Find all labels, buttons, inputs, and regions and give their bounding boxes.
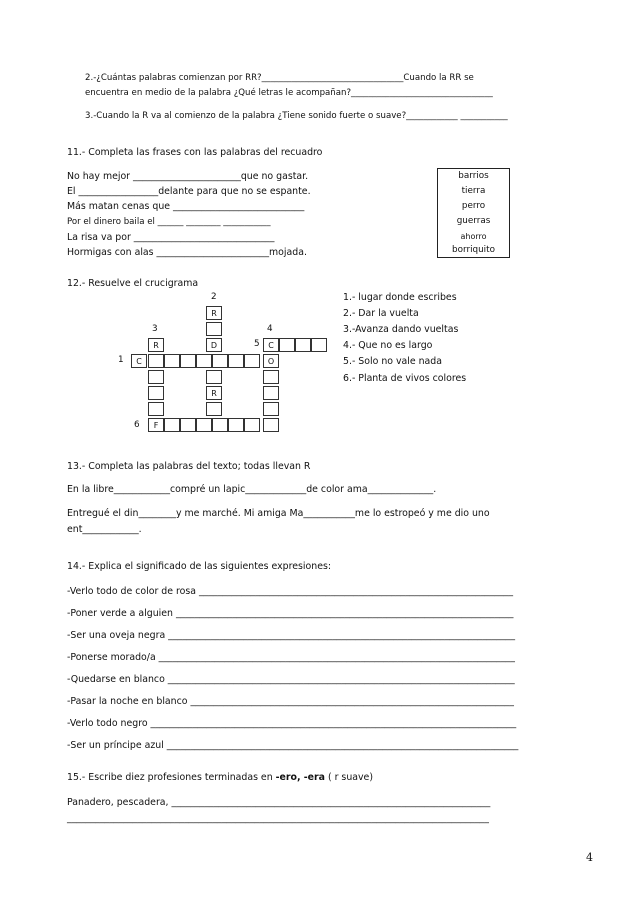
crossword-clue: 2.- Dar la vuelta: [343, 308, 419, 319]
clue-number: 4: [267, 324, 273, 334]
crossword-cell[interactable]: [148, 402, 164, 416]
expression-item: -Pasar la noche en blanco _____________________________________________________________________: [67, 696, 514, 707]
crossword-cell[interactable]: [279, 338, 295, 352]
exercise-14-title: 14.- Explica el significado de las siguientes expresiones:: [67, 561, 332, 572]
exercise-15-title-post: ( r suave): [324, 772, 373, 783]
word-box-item: ahorro: [460, 231, 487, 241]
crossword-clue: 3.-Avanza dando vueltas: [343, 324, 459, 335]
crossword-cell[interactable]: [263, 402, 279, 416]
word-box: [437, 168, 510, 258]
crossword-clue: 4.- Que no es largo: [343, 340, 433, 351]
crossword-cell[interactable]: [148, 354, 164, 368]
question-2-line1: 2.-¿Cuántas palabras comienzan por RR?_________________________________Cuando la RR se: [85, 73, 474, 83]
expression-item: -Verlo todo negro ______________________________________________________________________________: [67, 718, 517, 729]
exercise-11-title: 11.- Completa las frases con las palabras del recuadro: [67, 147, 323, 158]
crossword-cell[interactable]: [164, 418, 180, 432]
crossword-cell[interactable]: [180, 354, 196, 368]
crossword-cell[interactable]: [206, 322, 222, 336]
crossword-cell[interactable]: O: [263, 354, 279, 368]
exercise-13-line: ent____________.: [67, 524, 142, 535]
word-box-item: perro: [461, 200, 486, 211]
crossword-cell[interactable]: [148, 386, 164, 400]
expression-item: -Ser un príncipe azul ___________________________________________________________________________: [67, 740, 519, 751]
exercise-13-line: En la libre____________compré un lapic_____________de color ama______________.: [67, 484, 437, 495]
expression-item: -Verlo todo de color de rosa ___________________________________________________________________: [67, 586, 514, 597]
exercise-12-title: 12.- Resuelve el crucigrama: [67, 278, 199, 289]
exercise-11-line: La risa va por ______________________________: [67, 232, 275, 243]
exercise-11-line: El _________________delante para que no se espante.: [67, 186, 311, 197]
crossword-cell[interactable]: [244, 354, 260, 368]
crossword-cell[interactable]: [263, 370, 279, 384]
crossword-cell[interactable]: [311, 338, 327, 352]
crossword-clue: 1.- lugar donde escribes: [343, 292, 457, 303]
crossword-cell[interactable]: [164, 354, 180, 368]
crossword-cell[interactable]: [228, 418, 244, 432]
word-box-item: tierra: [461, 185, 486, 196]
crossword-clue: 5.- Solo no vale nada: [343, 356, 443, 367]
crossword-cell[interactable]: [295, 338, 311, 352]
crossword-cell[interactable]: [180, 418, 196, 432]
exercise-13-line: Entregué el din________y me marché. Mi amiga Ma___________me lo estropeó y me dio uno: [67, 508, 490, 519]
exercise-11-line: No hay mejor _______________________que no gastar.: [67, 171, 309, 182]
word-box-item: guerras: [456, 215, 491, 226]
crossword-cell[interactable]: [196, 418, 212, 432]
crossword-cell[interactable]: F: [148, 418, 164, 432]
word-box-item: borriquito: [452, 245, 495, 256]
exercise-11-line: Hormigas con alas ________________________mojada.: [67, 247, 307, 258]
exercise-15-line: Panadero, pescadera, ____________________________________________________________________: [67, 797, 491, 808]
exercise-11-line: Más matan cenas que ____________________________: [67, 201, 305, 212]
expression-item: -Poner verde a alguien ________________________________________________________________________: [67, 608, 514, 619]
clue-number: 3: [152, 324, 158, 334]
expression-item: -Ser una oveja negra __________________________________________________________________________: [67, 630, 516, 641]
crossword-cell[interactable]: [263, 418, 279, 432]
clue-number: 5: [254, 339, 260, 349]
crossword-cell[interactable]: [244, 418, 260, 432]
crossword-clue: 6.- Planta de vivos colores: [343, 373, 467, 384]
crossword-cell[interactable]: C: [131, 354, 147, 368]
crossword-cell[interactable]: [228, 354, 244, 368]
crossword-cell[interactable]: [148, 370, 164, 384]
crossword-cell[interactable]: [212, 418, 228, 432]
question-3: 3.-Cuando la R va al comienzo de la palabra ¿Tiene sonido fuerte o suave?____________ ___________: [85, 111, 508, 121]
exercise-15-title-pre: 15.- Escribe diez profesiones terminadas en: [67, 772, 276, 783]
expression-item: -Ponerse morado/a ____________________________________________________________________________: [67, 652, 515, 663]
crossword-cell[interactable]: R: [206, 386, 222, 400]
exercise-15-title-bold: -ero, -era: [275, 772, 325, 783]
crossword-cell[interactable]: D: [206, 338, 222, 352]
crossword-cell[interactable]: [196, 354, 212, 368]
page-number: 4: [586, 851, 593, 864]
clue-number: 1: [118, 355, 124, 365]
crossword-cell[interactable]: [263, 386, 279, 400]
crossword-cell[interactable]: R: [206, 306, 222, 320]
question-2-line2: encuentra en medio de la palabra ¿Qué letras le acompañan?_________________________________: [85, 88, 493, 98]
exercise-15-line: __________________________________________________________________________________________: [67, 813, 489, 824]
clue-number: 6: [134, 420, 140, 430]
crossword-cell[interactable]: [206, 370, 222, 384]
expression-item: -Quedarse en blanco __________________________________________________________________________: [67, 674, 515, 685]
exercise-13-title: 13.- Completa las palabras del texto; todas llevan R: [67, 461, 311, 472]
word-box-item: barrios: [458, 171, 489, 181]
clue-number: 2: [211, 292, 217, 302]
crossword-cell[interactable]: C: [263, 338, 279, 352]
exercise-15-title: [67, 772, 373, 784]
crossword-cell[interactable]: [206, 402, 222, 416]
exercise-11-line: Por el dinero baila el ______ ________ ___________: [67, 217, 271, 227]
crossword-cell[interactable]: R: [148, 338, 164, 352]
crossword-cell[interactable]: [212, 354, 228, 368]
